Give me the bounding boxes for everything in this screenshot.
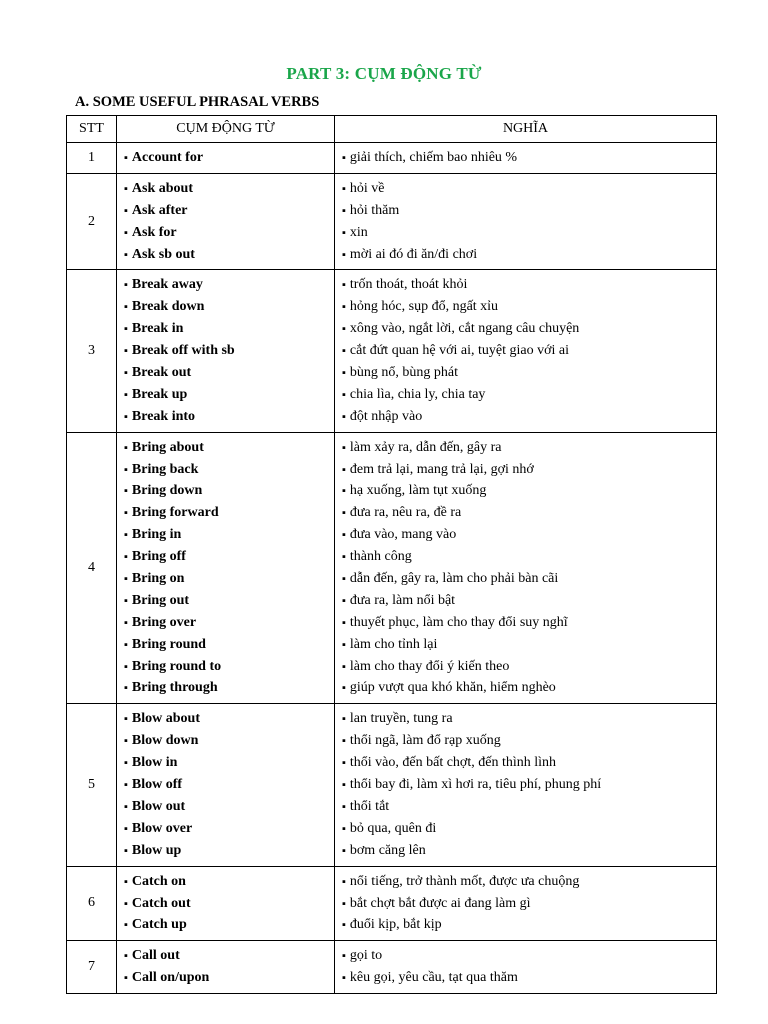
phrasal-verb-item: ▪ Call on/upon: [124, 967, 334, 989]
meaning-item: ▪ mời ai đó đi ăn/đi chơi: [342, 244, 716, 266]
phrasal-verb-item: ▪ Blow down: [124, 730, 334, 752]
phrasal-verb-item: ▪ Bring through: [124, 677, 334, 699]
phrasal-verb-item: ▪ Blow out: [124, 796, 334, 818]
meaning-item: ▪ thổi vào, đến bất chợt, đến thình lình: [342, 752, 716, 774]
row-number: 7: [67, 941, 117, 994]
meaning-cell: [335, 173, 717, 270]
table-row: [67, 941, 717, 994]
meaning-item: ▪ đột nhập vào: [342, 406, 716, 428]
meaning-item: ▪ làm cho thay đổi ý kiến theo: [342, 656, 716, 678]
meaning-item: ▪ hỏi thăm: [342, 200, 716, 222]
page-title: PART 3: CỤM ĐỘNG TỪ: [286, 64, 482, 83]
table-row: [67, 270, 717, 432]
phrasal-verb-cell: [117, 704, 335, 866]
phrasal-verb-item: ▪ Break out: [124, 362, 334, 384]
phrasal-verb-item: ▪ Ask after: [124, 200, 334, 222]
meaning-item: ▪ làm cho tỉnh lại: [342, 634, 716, 656]
meaning-item: ▪ đưa ra, làm nổi bật: [342, 590, 716, 612]
section-subtitle: A. SOME USEFUL PHRASAL VERBS: [75, 94, 320, 110]
table-row: [67, 173, 717, 270]
phrasal-verb-item: ▪ Blow up: [124, 840, 334, 862]
phrasal-verb-item: ▪ Call out: [124, 945, 334, 967]
meaning-item: ▪ hỏng hóc, sụp đổ, ngất xỉu: [342, 296, 716, 318]
meaning-item: ▪ chia lìa, chia ly, chia tay: [342, 384, 716, 406]
table-row: [67, 432, 717, 704]
phrasal-verb-item: ▪ Break into: [124, 406, 334, 428]
meaning-item: ▪ bắt chợt bắt được ai đang làm gì: [342, 893, 716, 915]
table-header-row: [67, 116, 717, 143]
phrasal-verb-item: ▪ Break down: [124, 296, 334, 318]
meaning-item: ▪ trốn thoát, thoát khỏi: [342, 274, 716, 296]
phrasal-verb-item: ▪ Blow in: [124, 752, 334, 774]
meaning-item: ▪ bùng nổ, bùng phát: [342, 362, 716, 384]
phrasal-verb-item: ▪ Break off with sb: [124, 340, 334, 362]
phrasal-verb-item: ▪ Bring forward: [124, 502, 334, 524]
meaning-item: ▪ dẫn đến, gây ra, làm cho phải bàn cãi: [342, 568, 716, 590]
meaning-item: ▪ cắt đứt quan hệ với ai, tuyệt giao với ai: [342, 340, 716, 362]
meaning-item: ▪ bơm căng lên: [342, 840, 716, 862]
phrasal-verb-item: ▪ Account for: [124, 147, 334, 169]
phrasal-verb-item: ▪ Bring in: [124, 524, 334, 546]
phrasal-verb-item: ▪ Catch up: [124, 914, 334, 936]
phrasal-verb-cell: [117, 270, 335, 432]
phrasal-verb-item: ▪ Bring round: [124, 634, 334, 656]
phrasal-verb-item: ▪ Ask sb out: [124, 244, 334, 266]
phrasal-verb-item: ▪ Break in: [124, 318, 334, 340]
row-number: 4: [67, 432, 117, 704]
meaning-item: ▪ hạ xuống, làm tụt xuống: [342, 480, 716, 502]
meaning-cell: [335, 866, 717, 941]
meaning-item: ▪ kêu gọi, yêu cầu, tạt qua thăm: [342, 967, 716, 989]
meaning-item: ▪ giải thích, chiếm bao nhiêu %: [342, 147, 716, 169]
row-number: 3: [67, 270, 117, 432]
header-phrasal-verb: CỤM ĐỘNG TỪ: [117, 116, 335, 143]
meaning-item: ▪ gọi to: [342, 945, 716, 967]
phrasal-verb-item: ▪ Blow over: [124, 818, 334, 840]
meaning-item: ▪ xin: [342, 222, 716, 244]
meaning-item: ▪ giúp vượt qua khó khăn, hiểm nghèo: [342, 677, 716, 699]
phrasal-verb-item: ▪ Blow off: [124, 774, 334, 796]
table-row: [67, 866, 717, 941]
phrasal-verb-item: ▪ Ask about: [124, 178, 334, 200]
meaning-item: ▪ xông vào, ngắt lời, cắt ngang câu chuyện: [342, 318, 716, 340]
phrasal-verb-item: ▪ Break away: [124, 274, 334, 296]
phrasal-verb-item: ▪ Bring off: [124, 546, 334, 568]
meaning-item: ▪ bỏ qua, quên đi: [342, 818, 716, 840]
meaning-item: ▪ đem trả lại, mang trả lại, gợi nhớ: [342, 459, 716, 481]
phrasal-verb-item: ▪ Catch out: [124, 893, 334, 915]
meaning-item: ▪ đưa vào, mang vào: [342, 524, 716, 546]
phrasal-verbs-table: [66, 115, 717, 994]
phrasal-verb-cell: [117, 432, 335, 704]
meaning-cell: [335, 704, 717, 866]
meaning-item: ▪ thổi tắt: [342, 796, 716, 818]
phrasal-verb-item: ▪ Catch on: [124, 871, 334, 893]
meaning-item: ▪ thuyết phục, làm cho thay đổi suy nghĩ: [342, 612, 716, 634]
table-body: [67, 143, 717, 994]
header-meaning: NGHĨA: [335, 116, 717, 143]
phrasal-verb-cell: [117, 866, 335, 941]
meaning-item: ▪ làm xảy ra, dẫn đến, gây ra: [342, 437, 716, 459]
meaning-item: ▪ nổi tiếng, trở thành mốt, được ưa chuộng: [342, 871, 716, 893]
meaning-cell: [335, 143, 717, 174]
phrasal-verb-item: ▪ Ask for: [124, 222, 334, 244]
meaning-cell: [335, 270, 717, 432]
row-number: 2: [67, 173, 117, 270]
phrasal-verb-item: ▪ Bring back: [124, 459, 334, 481]
phrasal-verb-item: ▪ Bring round to: [124, 656, 334, 678]
row-number: 6: [67, 866, 117, 941]
meaning-item: ▪ lan truyền, tung ra: [342, 708, 716, 730]
table-row: [67, 143, 717, 174]
header-stt: STT: [67, 116, 117, 143]
meaning-item: ▪ thổi ngã, làm đổ rạp xuống: [342, 730, 716, 752]
meaning-cell: [335, 941, 717, 994]
phrasal-verb-item: ▪ Bring on: [124, 568, 334, 590]
row-number: 1: [67, 143, 117, 174]
table-row: [67, 704, 717, 866]
phrasal-verb-item: ▪ Bring over: [124, 612, 334, 634]
phrasal-verb-cell: [117, 173, 335, 270]
phrasal-verb-item: ▪ Blow about: [124, 708, 334, 730]
meaning-item: ▪ thành công: [342, 546, 716, 568]
phrasal-verb-item: ▪ Bring out: [124, 590, 334, 612]
meaning-item: ▪ hỏi về: [342, 178, 716, 200]
phrasal-verb-item: ▪ Bring down: [124, 480, 334, 502]
meaning-item: ▪ thổi bay đi, làm xì hơi ra, tiêu phí, phung phí: [342, 774, 716, 796]
phrasal-verb-item: ▪ Bring about: [124, 437, 334, 459]
phrasal-verb-item: ▪ Break up: [124, 384, 334, 406]
row-number: 5: [67, 704, 117, 866]
meaning-item: ▪ đuổi kịp, bắt kịp: [342, 914, 716, 936]
phrasal-verb-cell: [117, 143, 335, 174]
meaning-cell: [335, 432, 717, 704]
meaning-item: ▪ đưa ra, nêu ra, đề ra: [342, 502, 716, 524]
phrasal-verb-cell: [117, 941, 335, 994]
